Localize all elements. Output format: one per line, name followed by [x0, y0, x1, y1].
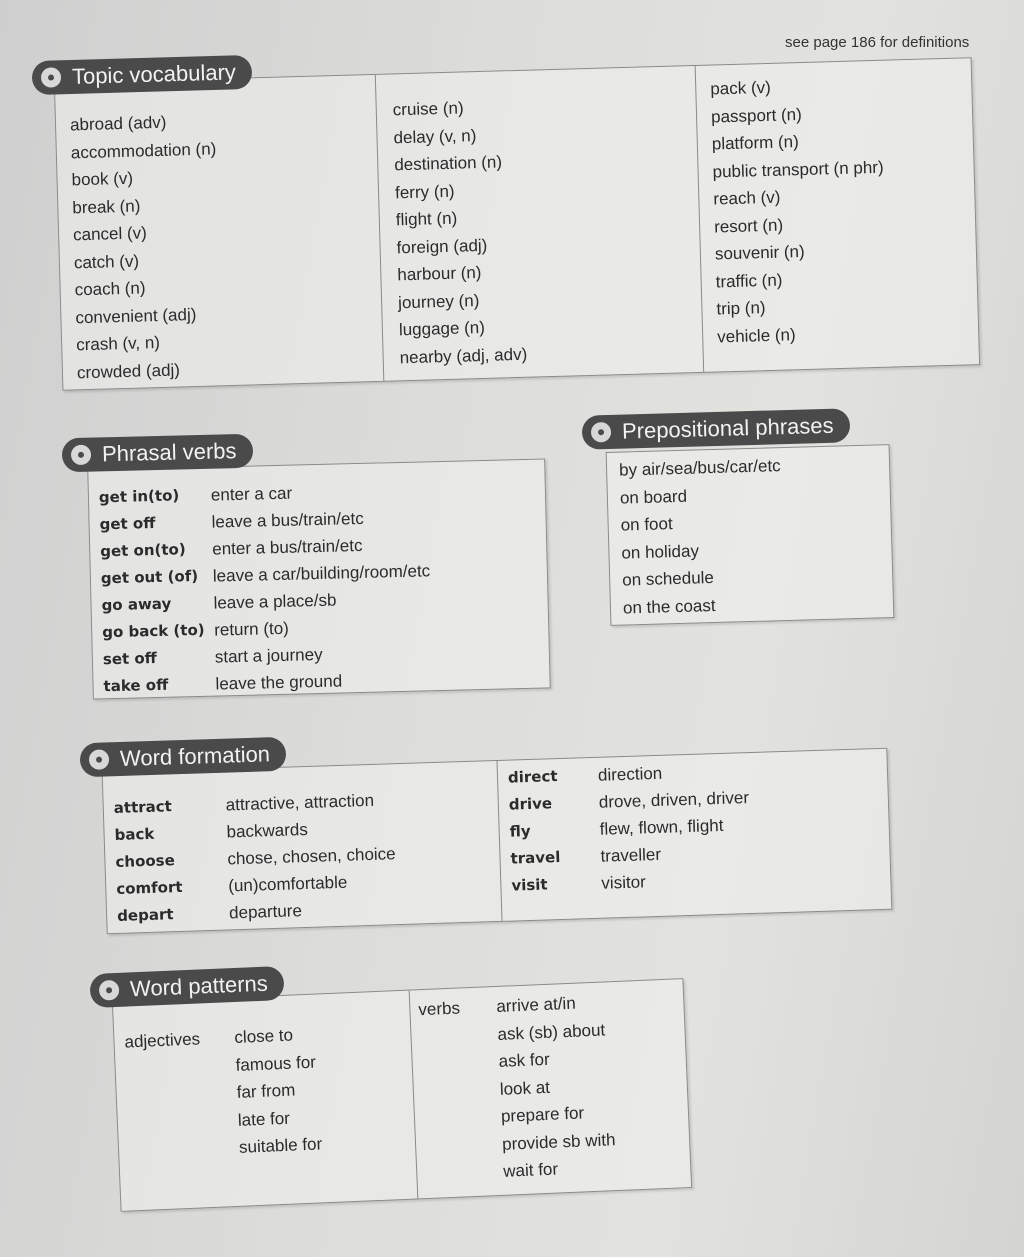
- vocab-item: accommodation (n): [70, 138, 217, 162]
- vocab-item: cancel (v): [72, 223, 148, 245]
- vocab-item: souvenir (n): [714, 241, 805, 264]
- word-formation-title: Word formation: [119, 741, 271, 771]
- definition: start a journey: [214, 644, 323, 667]
- definition: direction: [597, 763, 663, 785]
- term: visit: [511, 875, 548, 895]
- adjective-pattern-item: late for: [237, 1108, 291, 1130]
- term: get out (of): [100, 566, 199, 588]
- verbs-label: verbs: [418, 998, 461, 1020]
- topic-vocabulary-box: [54, 57, 980, 391]
- vocab-item: pack (v): [710, 77, 772, 99]
- definition: traveller: [600, 844, 662, 866]
- vocab-item: foreign (adj): [396, 235, 488, 257]
- definition: departure: [228, 901, 303, 923]
- term: drive: [508, 794, 553, 814]
- vocab-item: cruise (n): [392, 98, 464, 120]
- adjective-pattern-item: close to: [234, 1025, 294, 1047]
- verb-pattern-item: provide sb with: [501, 1129, 616, 1154]
- prepositional-phrase-item: on the coast: [622, 595, 716, 618]
- topic-vocabulary-title: Topic vocabulary: [71, 59, 237, 89]
- phrasal-verbs-heading: [62, 434, 253, 473]
- section-bullet-icon: [588, 419, 615, 446]
- definition: leave a car/building/room/etc: [212, 561, 431, 586]
- word-patterns-verbs: [409, 979, 700, 1199]
- verb-pattern-item: prepare for: [500, 1103, 585, 1126]
- definition: enter a bus/train/etc: [212, 535, 363, 559]
- verb-pattern-item: ask for: [498, 1049, 551, 1071]
- section-bullet-icon: [68, 442, 95, 469]
- adjective-pattern-item: famous for: [235, 1052, 317, 1075]
- term: direct: [507, 767, 558, 787]
- vocab-item: nearby (adj, adv): [399, 344, 528, 367]
- word-formation-right: [496, 748, 902, 921]
- definition: (un)comfortable: [227, 872, 348, 896]
- word-patterns-title: Word patterns: [129, 970, 269, 1002]
- phrasal-verbs-box: [87, 458, 550, 699]
- term: set off: [102, 648, 158, 669]
- term: back: [114, 824, 155, 845]
- definition: leave a bus/train/etc: [211, 508, 364, 532]
- prepositional-phrase-item: on holiday: [621, 540, 700, 563]
- section-bullet-icon: [86, 746, 113, 773]
- term: go back (to): [102, 620, 205, 642]
- term: go away: [101, 594, 172, 615]
- term: choose: [115, 851, 176, 871]
- term: get off: [99, 513, 156, 534]
- vocab-item: platform (n): [711, 132, 799, 154]
- vocab-item: crash (v, n): [75, 333, 161, 355]
- definition: leave the ground: [215, 671, 343, 694]
- term: travel: [510, 848, 561, 868]
- adjective-pattern-item: far from: [236, 1080, 296, 1102]
- definition: visitor: [601, 872, 647, 893]
- verb-pattern-item: look at: [499, 1077, 551, 1099]
- vocab-item: resort (n): [713, 215, 784, 236]
- adjective-pattern-item: suitable for: [238, 1134, 323, 1157]
- word-patterns-box: [112, 978, 692, 1212]
- vocab-item: public transport (n phr): [712, 157, 884, 182]
- prepositional-phrases-title: Prepositional phrases: [621, 412, 834, 444]
- vocab-item: reach (v): [713, 187, 781, 209]
- section-bullet-icon: [96, 977, 123, 1004]
- verb-pattern-item: arrive at/in: [495, 993, 577, 1016]
- topic-vocab-col-2: [375, 66, 712, 381]
- prepositional-phrase-item: by air/sea/bus/car/etc: [618, 456, 781, 480]
- reference-note: see page 186 for definitions: [785, 34, 970, 51]
- verb-pattern-item: ask (sb) about: [497, 1019, 606, 1044]
- prepositional-phrase-item: on board: [619, 486, 688, 508]
- vocab-item: trip (n): [716, 298, 766, 319]
- vocab-item: abroad (adv): [69, 112, 167, 135]
- vocab-item: delay (v, n): [393, 125, 477, 147]
- prepositional-phrases-heading: [582, 408, 850, 449]
- vocab-item: crowded (adj): [76, 359, 181, 382]
- term: fly: [509, 821, 531, 841]
- word-formation-left: [103, 761, 508, 933]
- definition: enter a car: [210, 483, 293, 505]
- vocab-item: coach (n): [74, 278, 146, 300]
- term: get in(to): [98, 486, 180, 507]
- vocab-item: break (n): [72, 196, 141, 217]
- prepositional-phrase-item: on schedule: [621, 568, 715, 590]
- vocab-item: vehicle (n): [716, 324, 796, 346]
- definition: return (to): [213, 618, 290, 640]
- definition: chose, chosen, choice: [227, 844, 396, 869]
- term: take off: [103, 675, 169, 696]
- phrasal-verbs-title: Phrasal verbs: [101, 438, 237, 467]
- prepositional-phrase-item: on foot: [620, 514, 673, 535]
- definition: leave a place/sb: [213, 590, 337, 613]
- vocab-item: destination (n): [394, 152, 503, 175]
- word-formation-heading: [80, 737, 287, 777]
- vocab-item: luggage (n): [398, 317, 486, 340]
- section-bullet-icon: [38, 64, 65, 91]
- term: attract: [113, 797, 173, 818]
- term: get on(to): [100, 540, 186, 561]
- topic-vocab-col-1: [55, 75, 395, 390]
- vocab-item: book (v): [71, 168, 134, 190]
- topic-vocab-col-3: [695, 58, 994, 372]
- definition: backwards: [226, 819, 309, 842]
- vocab-item: ferry (n): [394, 181, 455, 202]
- verb-pattern-item: wait for: [502, 1159, 559, 1181]
- prepositional-phrases-box: [606, 444, 895, 626]
- vocab-item: passport (n): [710, 104, 803, 127]
- vocab-item: convenient (adj): [75, 304, 197, 327]
- word-formation-box: [102, 748, 893, 935]
- definition: flew, flown, flight: [599, 815, 724, 839]
- vocab-item: traffic (n): [715, 270, 783, 291]
- term: depart: [116, 905, 174, 925]
- adjectives-label: adjectives: [124, 1029, 201, 1052]
- vocab-item: harbour (n): [397, 263, 482, 285]
- word-patterns-adjectives: [113, 990, 425, 1211]
- term: comfort: [116, 877, 183, 898]
- topic-vocabulary-heading: [32, 55, 253, 95]
- vocab-item: journey (n): [397, 290, 480, 312]
- vocab-item: catch (v): [73, 251, 140, 272]
- definition: drove, driven, driver: [598, 788, 750, 812]
- vocab-item: flight (n): [395, 208, 458, 230]
- definition: attractive, attraction: [225, 790, 375, 815]
